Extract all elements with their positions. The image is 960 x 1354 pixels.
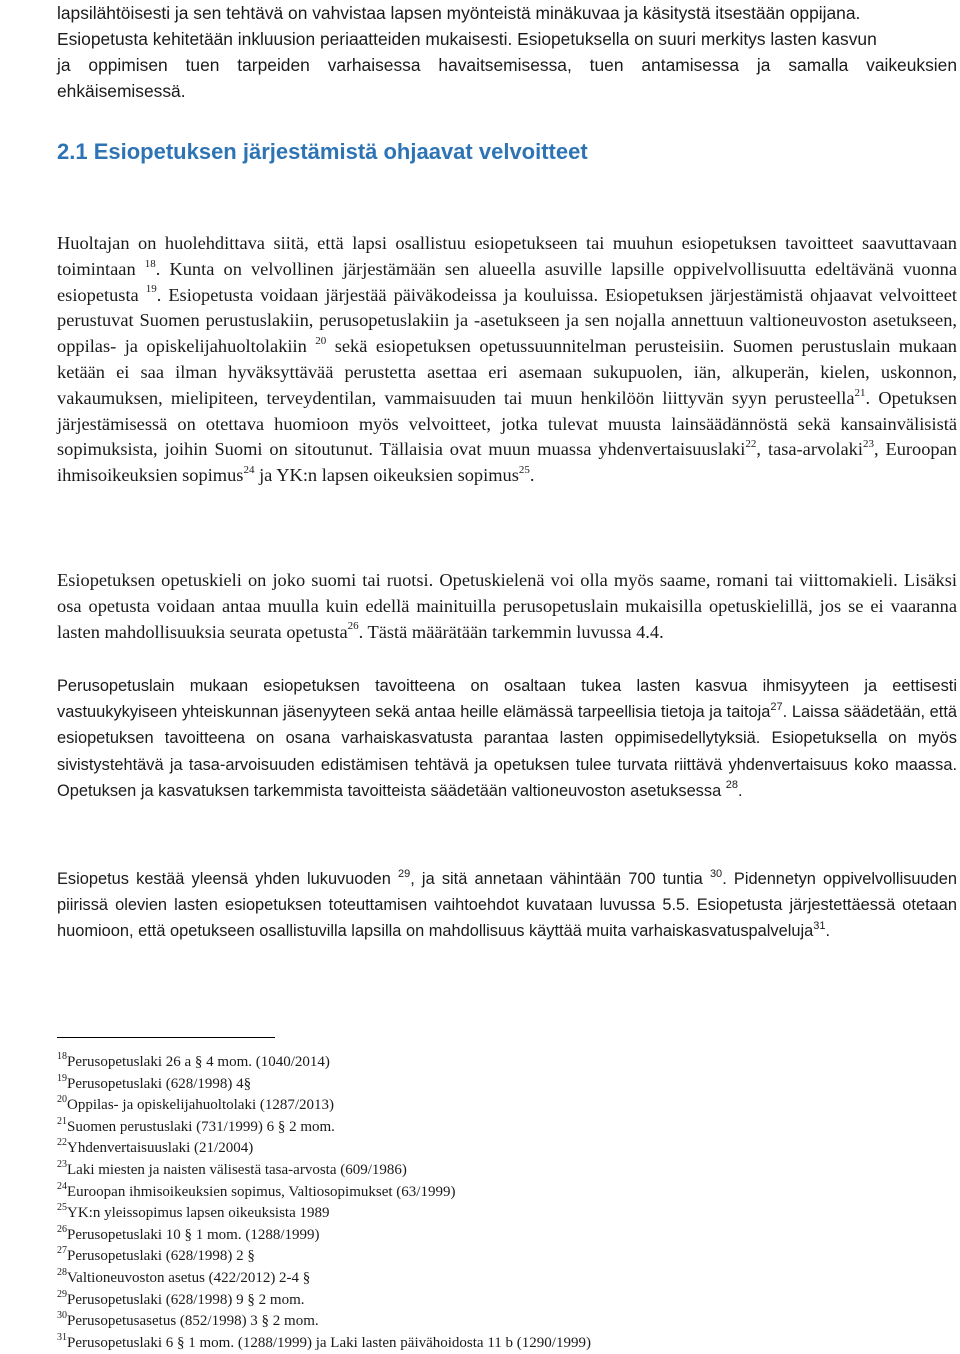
footnote-ref[interactable]: 26 [347,620,359,633]
footnote-ref[interactable]: 21 [854,386,866,399]
footnote-item: $^{21}$Suomen perustuslaki (731/1999) 6 § 2 mom. [57,1115,335,1135]
footnote-ref[interactable]: 18 [144,257,156,270]
footnote-ref[interactable]: 22 [745,438,757,451]
footnote-ref[interactable]: 19 [145,283,157,296]
footnote-item: $^{27}$Perusopetuslaki (628/1998) 2 § [57,1245,255,1265]
footnote-ref[interactable]: 31 [813,919,826,932]
footnote-ref[interactable]: 28 [725,779,738,792]
footnote-item: $^{26}$Perusopetuslaki 10 § 1 mom. (1288/1999) [57,1223,320,1243]
section-heading: 2.1 Esiopetuksen järjestämistä ohjaavat velvoitteet [57,139,588,164]
footnote-ref[interactable]: 25 [518,464,530,477]
footnote-item: $^{19}$Perusopetuslaki (628/1998) 4§ [57,1072,252,1092]
paragraph-obligations: Huoltajan on huolehdittava siitä, että lapsi osallistuu esiopetukseen tai muuhun esiopetuksen tavoitteet saavuttavaan toimintaan $^{18}$. Kunta on velvollinen järjestämään sen alueella asuville lapsille oppivelvollisuutta edeltävänä vuonna esiopetusta $^{19}$. Esiopetusta voidaan järjestää päiväkodeissa ja kouluissa. Esiopetuksen järjestämistä ohjaavat velvoitteet perustuvat Suomen perustuslakiin, perusopetuslakiin ja -asetukseen ja sen nojalla annettuun valtioneuvoston asetukseen, oppilas- ja opiskelijahuoltolakiin $^{20}$ sekä esiopetuksen opetussuunnitelman perusteisiin. Suomen perustuslain mukaan ketään ei saa ilman hyväksyttävää perustetta asettaa eri asemaan sukupuolen, iän, alkuperän, kielen, uskonnon, vakaumuksen, mielipiteen, terveydentilan, vammaisuuden tai muun henkilöön liittyvän syyn perusteella$^{21}$. Opetuksen järjestämisessä on otettava huomioon myös velvoitteet, jotka tulevat muusta lainsäädännöstä sekä kansainvälisistä sopimuksista, joihin Suomi on sitoutunut. Tällaisia ovat muun muassa yhdenvertaisuuslaki$^{22}$, tasa-arvolaki$^{23}$, Euroopan ihmisoikeuksien sopimus$^{24}$ ja YK:n lapsen oikeuksien sopimus$^{25}$. [57,233,957,486]
footnote-item: $^{22}$Yhdenvertaisuuslaki (21/2004) [57,1137,254,1157]
footnote-ref[interactable]: 23 [862,438,874,451]
footnote-item: $^{24}$Euroopan ihmisoikeuksien sopimus, Valtiosopimukset (63/1999) [57,1180,456,1200]
footnote-ref[interactable]: 20 [315,335,327,348]
footnote-ref[interactable]: 27 [770,700,783,713]
paragraph-goals: Perusopetuslain mukaan esiopetuksen tavoitteena on osaltaan tukea lasten kasvua ihmisyyteen ja eettisesti vastuukykyiseen yhteiskunnan jäsenyyteen sekä antaa heille elämässä tarpeellisia tietoja ja taitoja$^{27}$. Laissa säädetään, että esiopetuksen tavoitteena on osana varhaiskasvatusta parantaa lasten oppimisedellytyksiä. Esiopetuksella on myös sivistystehtävä ja tasa-arvoisuuden edistämisen tehtävä ja opetuksen tulee turvata riittävä yhdenvertaisuus koko maassa. Opetuksen ja kasvatuksen tarkemmista tavoitteista säädetään valtioneuvoston asetuksessa $^{28}$. [57,677,957,800]
footnote-ref[interactable]: 30 [709,867,723,880]
footnote-divider [57,1037,275,1038]
footnote-item: $^{30}$Perusopetusasetus (852/1998) 3 § 2 mom. [57,1310,319,1330]
footnote-item: $^{18}$Perusopetuslaki 26 a § 4 mom. (1040/2014) [57,1051,330,1070]
intro-line: ja oppimisen tuen tarpeiden varhaisessa havaitsemisessa, tuen antamisessa ja samalla vaikeuksien [57,55,957,75]
footnote-item: $^{31}$Perusopetuslaki 6 § 1 mom. (1288/1999) ja Laki lasten päivähoidosta 11 b (1290/1999) [57,1331,591,1351]
intro-line: ehkäisemisessä. [57,81,186,101]
footnote-ref[interactable]: 24 [243,464,255,477]
footnote-list [57,1052,937,1354]
paragraph-language: Esiopetuksen opetuskieli on joko suomi tai ruotsi. Opetuskielenä voi olla myös saame, romani tai viittomakieli. Lisäksi osa opetusta voidaan antaa muulla kuin edellä mainituilla perusopetuslain mukaisilla opetuskielillä, jos se ei vaaranna lasten mahdollisuuksia seurata opetusta$^{26}$. Tästä määrätään tarkemmin luvussa 4.4. [57,570,957,642]
footnote-item: $^{28}$Valtioneuvoston asetus (422/2012) 2-4 § [57,1266,311,1286]
intro-paragraph [57,0,957,104]
paragraph-duration: Esiopetus kestää yleensä yhden lukuvuoden $^{29}$, ja sitä annetaan vähintään 700 tuntia $^{30}$. Pidennetyn oppivelvollisuuden piirissä olevien lasten esiopetuksen toteuttamisen vaihtoehdot kuvataan luvussa 5.5. Esiopetusta järjestettäessä otetaan huomioon, että opetukseen osallistuvilla lapsilla on mahdollisuus käyttää muita varhaiskasvatuspalveluja$^{31}$. [57,867,957,941]
footnote-item: $^{20}$Oppilas- ja opiskelijahuoltolaki (1287/2013) [57,1094,335,1114]
footnote-ref[interactable]: 29 [397,867,411,880]
intro-line: lapsilähtöisesti ja sen tehtävä on vahvistaa lapsen myönteistä minäkuvaa ja käsitystä itsestään oppijana. [57,3,861,23]
footnote-item: $^{25}$YK:n yleissopimus lapsen oikeuksista 1989 [57,1202,330,1222]
footnote-item: $^{29}$Perusopetuslaki (628/1998) 9 § 2 mom. [57,1288,305,1308]
footnote-item: $^{23}$Laki miesten ja naisten välisestä tasa-arvosta (609/1986) [57,1158,407,1178]
intro-line: Esiopetusta kehitetään inkluusion periaatteiden mukaisesti. Esiopetuksella on suuri merkitys lasten kasvun [57,29,877,49]
